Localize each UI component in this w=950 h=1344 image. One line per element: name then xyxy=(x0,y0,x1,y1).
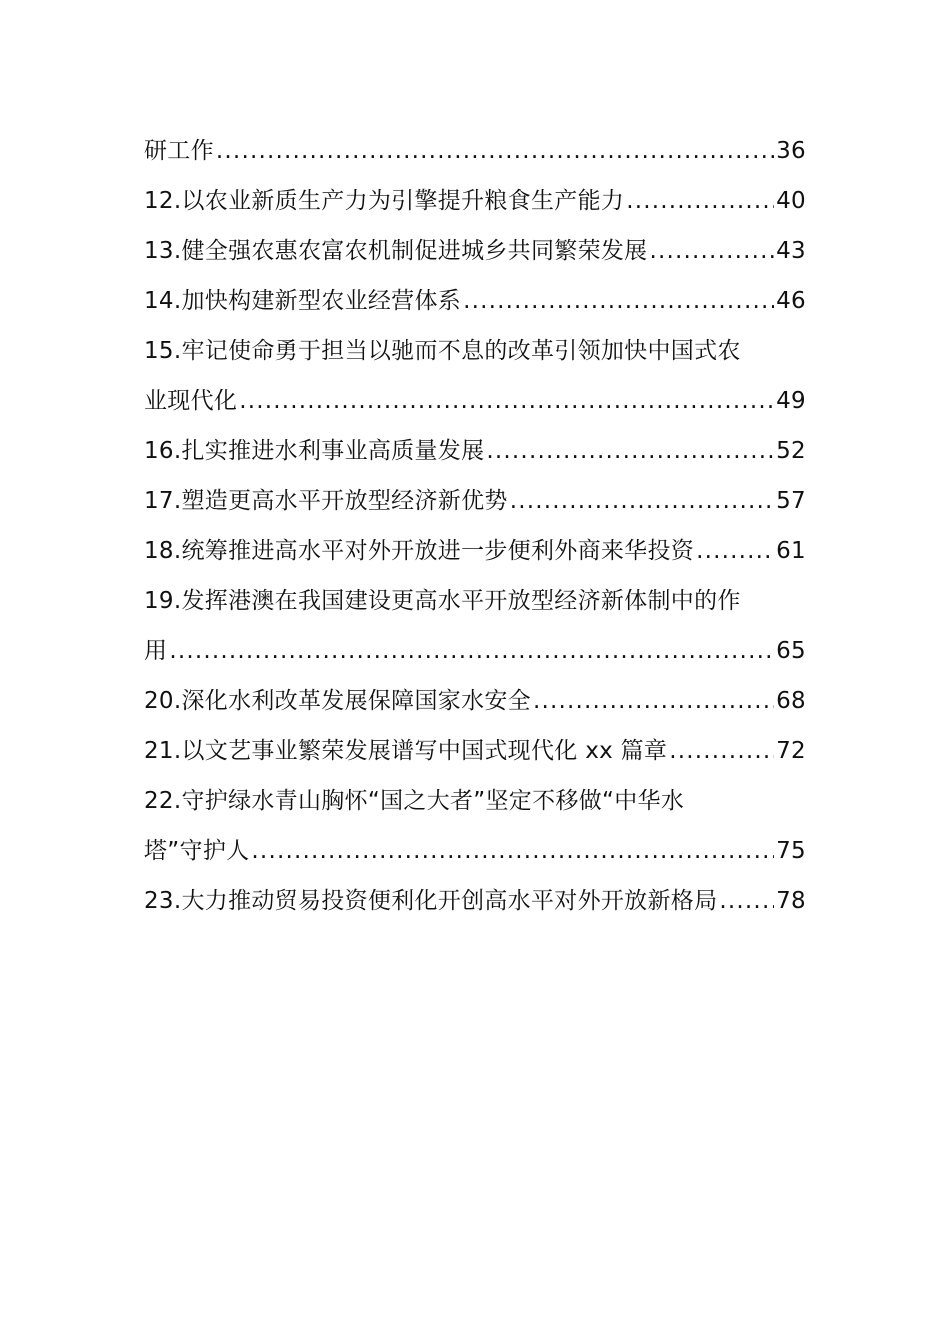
toc-entry-title: 18.统筹推进高水平对外开放进一步便利外商来华投资 xyxy=(144,538,695,564)
toc-entry-title: 22.守护绿水青山胸怀“国之大者”坚定不移做“中华水 xyxy=(144,788,685,814)
toc-entry-title: 13.健全强农惠农富农机制促进城乡共同繁荣发展 xyxy=(144,238,648,264)
toc-leader-dots xyxy=(533,676,774,726)
table-of-contents xyxy=(144,126,806,926)
toc-entry-page: 61 xyxy=(776,538,806,564)
toc-entry-first-line[interactable] xyxy=(144,326,806,376)
toc-entry-title: 12.以农业新质生产力为引擎提升粮食生产能力 xyxy=(144,188,625,214)
toc-entry-page: 68 xyxy=(776,688,806,714)
toc-entry-title: 20.深化水利改革发展保障国家水安全 xyxy=(144,688,531,714)
toc-leader-dots xyxy=(649,226,774,276)
toc-entry[interactable] xyxy=(144,676,806,726)
toc-entry-title: 19.发挥港澳在我国建设更高水平开放型经济新体制中的作 xyxy=(144,588,741,614)
toc-entry-page: 46 xyxy=(776,288,806,314)
toc-entry-page: 43 xyxy=(776,238,806,264)
toc-leader-dots xyxy=(251,826,774,876)
toc-entry-continuation[interactable] xyxy=(144,626,806,676)
toc-entry-title: 用 xyxy=(144,638,168,664)
toc-leader-dots xyxy=(486,426,774,476)
toc-entry[interactable] xyxy=(144,426,806,476)
toc-entry-title: 业现代化 xyxy=(144,388,238,414)
toc-entry-page: 72 xyxy=(776,738,806,764)
toc-entry[interactable] xyxy=(144,126,806,176)
toc-entry-title: 16.扎实推进水利事业高质量发展 xyxy=(144,438,485,464)
toc-leader-dots xyxy=(239,376,774,426)
toc-entry-title: 14.加快构建新型农业经营体系 xyxy=(144,288,462,314)
toc-leader-dots xyxy=(626,176,774,226)
toc-entry[interactable] xyxy=(144,176,806,226)
toc-leader-dots xyxy=(669,726,774,776)
toc-leader-dots xyxy=(463,276,774,326)
toc-leader-dots xyxy=(696,526,774,576)
toc-entry-page: 57 xyxy=(776,488,806,514)
toc-entry-first-line[interactable] xyxy=(144,576,806,626)
toc-entry[interactable] xyxy=(144,226,806,276)
toc-entry[interactable] xyxy=(144,276,806,326)
toc-entry-title: 塔”守护人 xyxy=(144,838,250,864)
toc-entry-title: 21.以文艺事业繁荣发展谱写中国式现代化 xx 篇章 xyxy=(144,738,668,764)
toc-entry-continuation[interactable] xyxy=(144,826,806,876)
toc-entry-page: 40 xyxy=(776,188,806,214)
toc-entry-first-line[interactable] xyxy=(144,776,806,826)
toc-leader-dots xyxy=(169,626,774,676)
toc-leader-dots xyxy=(216,126,774,176)
toc-entry-title: 23.大力推动贸易投资便利化开创高水平对外开放新格局 xyxy=(144,888,718,914)
toc-entry-page: 78 xyxy=(776,888,806,914)
toc-entry-continuation[interactable] xyxy=(144,376,806,426)
toc-entry[interactable] xyxy=(144,526,806,576)
toc-entry[interactable] xyxy=(144,876,806,926)
toc-entry-title: 17.塑造更高水平开放型经济新优势 xyxy=(144,488,508,514)
toc-entry-page: 52 xyxy=(776,438,806,464)
toc-leader-dots xyxy=(510,476,774,526)
toc-leader-dots xyxy=(719,876,774,926)
toc-entry-page: 49 xyxy=(776,388,806,414)
toc-entry[interactable] xyxy=(144,476,806,526)
toc-entry-page: 65 xyxy=(776,638,806,664)
toc-entry[interactable] xyxy=(144,726,806,776)
toc-entry-page: 36 xyxy=(776,138,806,164)
toc-entry-title: 15.牢记使命勇于担当以驰而不息的改革引领加快中国式农 xyxy=(144,338,741,364)
toc-entry-page: 75 xyxy=(776,838,806,864)
toc-entry-title: 研工作 xyxy=(144,138,214,164)
